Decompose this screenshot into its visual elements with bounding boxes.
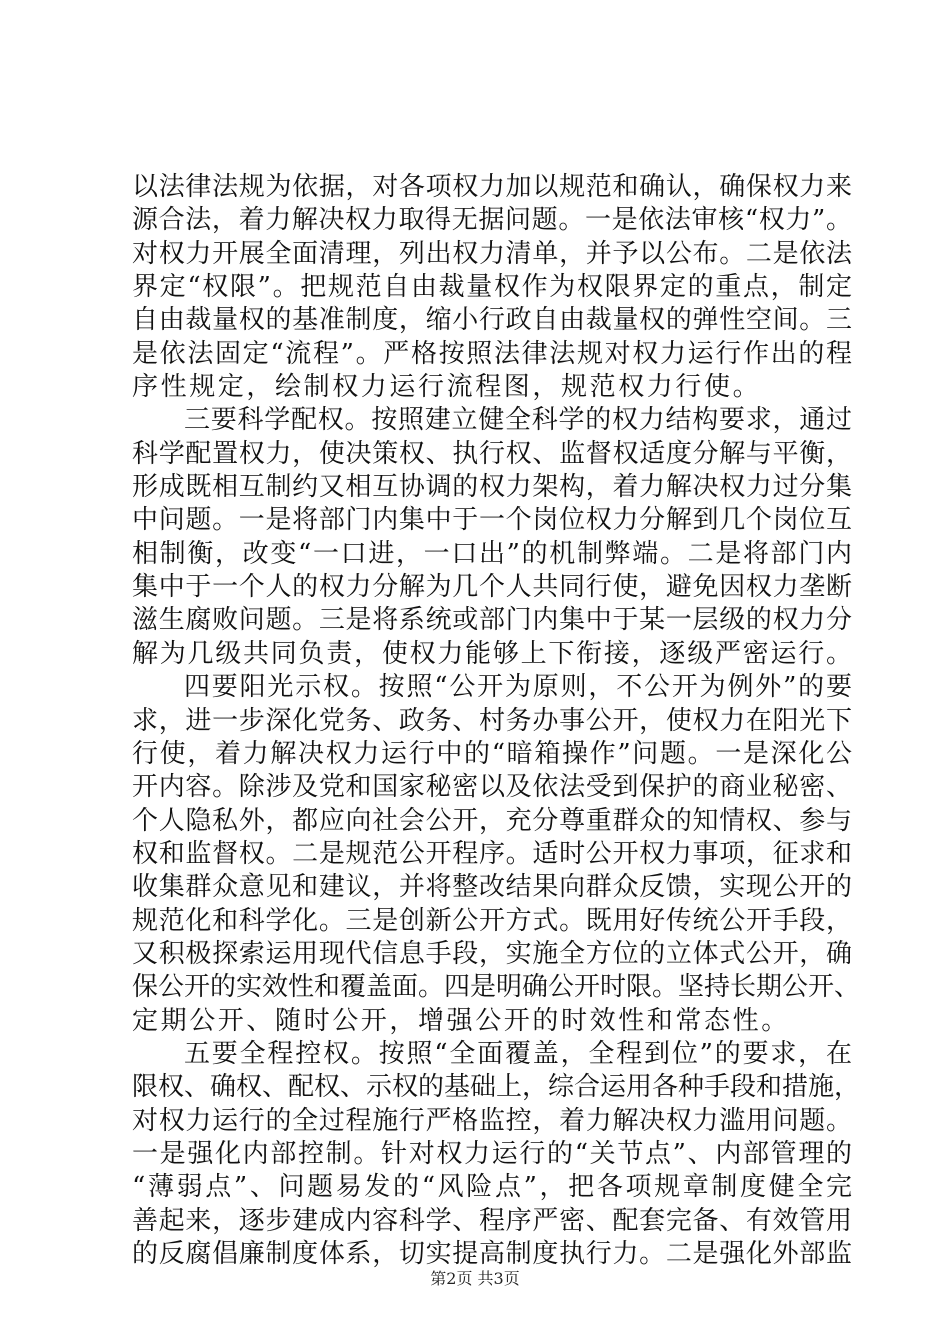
text-line: 保公开的实效性和覆盖面。四是明确公开时限。坚持长期公开、 xyxy=(132,972,861,1003)
text-line: 个人隐私外，都应向社会公开，充分尊重群众的知情权、参与 xyxy=(132,805,852,836)
text-line: 相制衡，改变“一口进，一口出”的机制弊端。二是将部门内 xyxy=(132,538,852,569)
paragraph-first-line: 四要阳光示权。按照“公开为原则，不公开为例外”的要 xyxy=(184,672,852,703)
text-line: 行使，着力解决权力运行中的“暗箱操作”问题。一是深化公 xyxy=(132,738,852,769)
text-line: 规范化和科学化。三是创新公开方式。既用好传统公开手段， xyxy=(132,905,852,936)
page-number-footer: 第2页 共3页 xyxy=(430,1269,520,1288)
text-line: 限权、确权、配权、示权的基础上，综合运用各种手段和措施， xyxy=(132,1072,861,1103)
text-line: 科学配置权力，使决策权、执行权、监督权适度分解与平衡， xyxy=(132,438,852,469)
text-line: 是依法固定“流程”。严格按照法律法规对权力运行作出的程 xyxy=(132,338,852,369)
text-line: 求，进一步深化党务、政务、村务办事公开，使权力在阳光下 xyxy=(132,705,852,736)
text-line: 收集群众意见和建议，并将整改结果向群众反馈，实现公开的 xyxy=(132,872,852,903)
text-line: 一是强化内部控制。针对权力运行的“关节点”、内部管理的 xyxy=(132,1138,852,1169)
text-line: 以法律法规为依据，对各项权力加以规范和确认，确保权力来 xyxy=(132,172,852,202)
text-line: 定期公开、随时公开，增强公开的时效性和常态性。 xyxy=(132,1005,790,1036)
document-body xyxy=(132,171,861,1271)
text-line: 对权力开展全面清理，列出权力清单，并予以公布。二是依法 xyxy=(132,238,852,269)
text-line: 的反腐倡廉制度体系，切实提高制度执行力。二是强化外部监 xyxy=(132,1239,852,1269)
text-line: 又积极探索运用现代信息手段，实施全方位的立体式公开，确 xyxy=(132,938,852,969)
text-line: 序性规定，绘制权力运行流程图，规范权力行使。 xyxy=(132,372,762,403)
text-line: 界定“权限”。把规范自由裁量权作为权限界定的重点，制定 xyxy=(132,272,852,303)
paragraph-first-line: 五要全程控权。按照“全面覆盖，全程到位”的要求，在 xyxy=(184,1038,852,1069)
text-line: “薄弱点”、问题易发的“风险点”，把各项规章制度健全完 xyxy=(132,1172,852,1203)
text-line: 形成既相互制约又相互协调的权力架构，着力解决权力过分集 xyxy=(132,472,852,503)
text-line: 解为几级共同负责，使权力能够上下衔接，逐级严密运行。 xyxy=(132,638,852,669)
text-line: 源合法，着力解决权力取得无据问题。一是依法审核“权力”。 xyxy=(132,205,852,236)
text-line: 自由裁量权的基准制度，缩小行政自由裁量权的弹性空间。三 xyxy=(132,305,852,336)
text-line: 对权力运行的全过程施行严格监控，着力解决权力滥用问题。 xyxy=(132,1105,852,1136)
text-line: 集中于一个人的权力分解为几个人共同行使，避免因权力垄断 xyxy=(132,572,852,603)
text-line: 滋生腐败问题。三是将系统或部门内集中于某一层级的权力分 xyxy=(132,605,852,636)
text-line: 善起来，逐步建成内容科学、程序严密、配套完备、有效管用 xyxy=(132,1205,852,1236)
text-line: 中问题。一是将部门内集中于一个岗位权力分解到几个岗位互 xyxy=(132,505,852,536)
text-line: 权和监督权。二是规范公开程序。适时公开权力事项，征求和 xyxy=(132,838,852,869)
paragraph-first-line: 三要科学配权。按照建立健全科学的权力结构要求，通过 xyxy=(184,405,852,436)
text-line: 开内容。除涉及党和国家秘密以及依法受到保护的商业秘密、 xyxy=(132,772,852,803)
